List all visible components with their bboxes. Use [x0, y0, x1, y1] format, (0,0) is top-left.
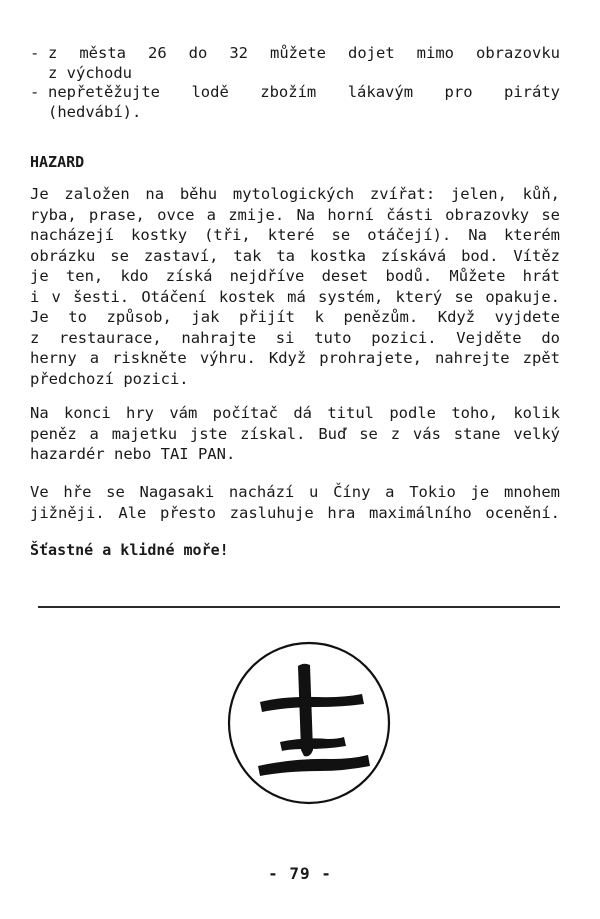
text-line: herny a riskněte výhru. Když prohrajete, nahrejte zpět	[30, 349, 560, 367]
paragraph-hazard-rules	[30, 184, 560, 389]
bullet-list	[30, 44, 560, 122]
text-line: předchozí pozici.	[30, 369, 189, 388]
text-line: hazardér nebo TAI PAN.	[30, 445, 236, 463]
paragraph-end-title	[30, 403, 560, 465]
section-heading: HAZARD	[30, 153, 85, 171]
text-line: nacházejí kostky (tři, které se otáčejí). Na kterém	[30, 226, 560, 244]
bullet-dash: -	[30, 83, 40, 101]
text-line: Na konci hry vám počítač dá titul podle toho, kolik	[30, 404, 560, 422]
bullet-line: nepřetěžujte lodě zbožím lákavým pro piráty	[48, 83, 560, 101]
text-line: ryba, prase, ovce a zmije. Na horní části obrazovky se	[30, 205, 560, 224]
text-line: jižněji. Ale přesto zasluhuje hra maximálního ocenění.	[30, 503, 560, 522]
kanji-seal-icon	[224, 638, 394, 808]
text-line: peněz a majetku jste získal. Buď se z vás stane velký	[30, 424, 560, 443]
divider	[38, 606, 560, 608]
list-item	[30, 44, 560, 83]
text-line: Je založen na běhu mytologických zvířat: jelen, kůň,	[30, 185, 560, 203]
text-line: Je to způsob, jak přijít k penězům. Když vyjdete	[30, 308, 560, 326]
bullet-line: (hedvábí).	[48, 102, 142, 121]
paragraph-verdict	[30, 482, 560, 523]
closing-line: Šťastné a klidné moře!	[30, 541, 229, 559]
text-line: z restaurace, nahrajte si tuto pozici. Vejděte do	[30, 328, 560, 347]
text-line: je ten, kdo získá nejdříve deset bodů. Můžete hrát	[30, 267, 560, 285]
list-item	[30, 83, 560, 122]
bullet-line: z města 26 do 32 můžete dojet mimo obrazovku	[48, 44, 560, 62]
bullet-line: z východu	[48, 63, 132, 82]
bullet-dash: -	[30, 44, 40, 62]
text-line: Ve hře se Nagasaki nachází u Číny a Tokio je mnohem	[30, 483, 560, 501]
text-line: obrázku se zastaví, tak ta kostka získává bod. Vítěz	[30, 246, 560, 265]
page-number: - 79 -	[268, 864, 332, 883]
text-line: i v šesti. Otáčení kostek má systém, který se opakuje.	[30, 287, 560, 306]
